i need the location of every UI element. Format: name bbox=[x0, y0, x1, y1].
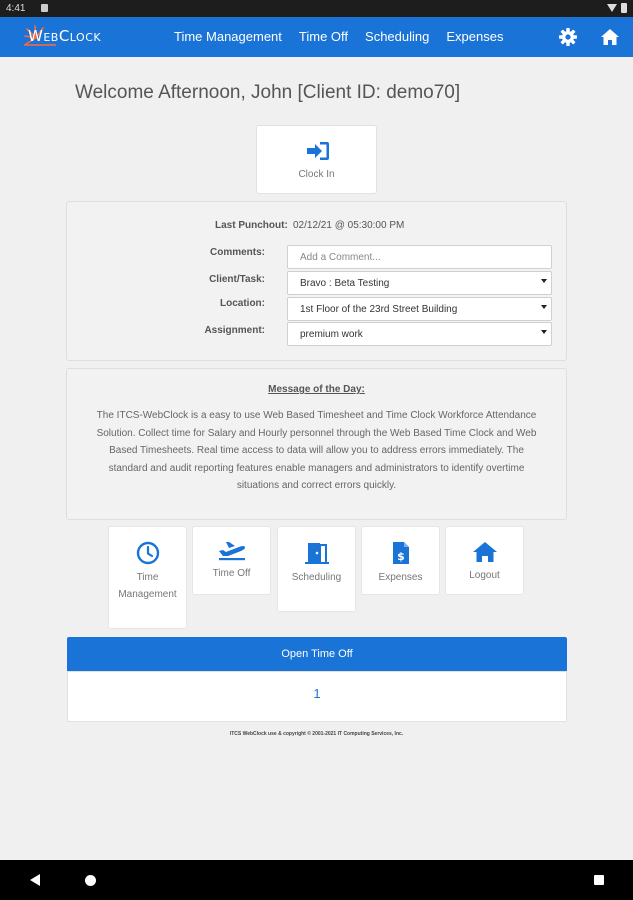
page-title: Welcome Afternoon, John [Client ID: demo70] bbox=[75, 82, 461, 103]
sign-in-icon bbox=[306, 141, 330, 161]
home-circle-icon[interactable] bbox=[85, 875, 96, 886]
tile-expenses[interactable] bbox=[361, 526, 440, 595]
chevron-down-icon bbox=[541, 279, 547, 283]
tile-time-management[interactable] bbox=[108, 526, 187, 629]
battery-icon bbox=[621, 3, 627, 13]
airplane-icon bbox=[217, 539, 247, 561]
wifi-icon bbox=[607, 4, 617, 12]
logo-text: WebClock bbox=[28, 27, 102, 45]
tile-time-off[interactable] bbox=[192, 526, 271, 595]
tile-label: Scheduling bbox=[291, 572, 342, 583]
assignment-value: premium work bbox=[300, 329, 363, 340]
last-punchout-value: 02/12/21 @ 05:30:00 PM bbox=[293, 220, 405, 231]
comments-label: Comments: bbox=[209, 247, 265, 258]
nav-expenses[interactable]: Expenses bbox=[446, 29, 504, 44]
svg-text:$: $ bbox=[396, 550, 405, 563]
gear-icon[interactable] bbox=[558, 27, 578, 47]
client-task-value: Bravo : Beta Testing bbox=[300, 278, 390, 289]
tile-logout[interactable] bbox=[445, 526, 524, 595]
comments-input[interactable]: Add a Comment... bbox=[287, 245, 552, 269]
tile-scheduling[interactable] bbox=[277, 526, 356, 612]
motd-body: The ITCS-WebClock is a easy to use Web Based Timesheet and Time Clock Workforce Attendance Solution. Collect time for Salary and Hourly personnel through the Web Based Time Clock and Web Based Timesheets. Real time access to data will allow you to address errors immediately. The standard and audit reporting features enable managers and administrators to identify overtime situations and correct errors quickly. bbox=[96, 410, 537, 491]
tile-label: Expenses bbox=[378, 572, 423, 583]
nav-time-management[interactable]: Time Management bbox=[174, 29, 282, 44]
punch-panel bbox=[66, 201, 567, 361]
nav-time-off[interactable]: Time Off bbox=[298, 29, 349, 44]
app-header bbox=[0, 17, 633, 57]
recent-apps-icon[interactable] bbox=[594, 875, 604, 885]
assignment-select[interactable] bbox=[287, 322, 552, 346]
tile-label: Logout bbox=[469, 570, 500, 581]
client-task-label: Client/Task: bbox=[209, 274, 265, 285]
tile-label: Time Management bbox=[118, 572, 177, 600]
chevron-down-icon bbox=[541, 330, 547, 334]
location-select[interactable] bbox=[287, 297, 552, 321]
lock-icon bbox=[41, 4, 48, 12]
last-punchout-label: Last Punchout: bbox=[215, 220, 288, 231]
status-indicators bbox=[607, 3, 627, 13]
location-value: 1st Floor of the 23rd Street Building bbox=[300, 304, 458, 315]
client-task-select[interactable] bbox=[287, 271, 552, 295]
clock-in-label: Clock In bbox=[298, 169, 335, 180]
expense-icon bbox=[391, 541, 411, 565]
clock-in-button[interactable] bbox=[256, 125, 377, 194]
motd-title: Message of the Day: bbox=[268, 384, 365, 395]
message-of-the-day bbox=[66, 368, 567, 520]
tile-label: Time Off bbox=[212, 568, 251, 579]
system-nav-bar bbox=[0, 860, 633, 900]
home-icon bbox=[472, 541, 498, 563]
location-label: Location: bbox=[220, 298, 265, 309]
door-icon bbox=[304, 541, 330, 565]
assignment-label: Assignment: bbox=[204, 325, 265, 336]
status-bar bbox=[0, 0, 633, 17]
nav-scheduling[interactable]: Scheduling bbox=[365, 29, 430, 44]
clock-icon bbox=[136, 541, 160, 565]
open-time-off-count[interactable]: 1 bbox=[67, 671, 567, 722]
main-nav bbox=[174, 17, 520, 57]
open-time-off-header[interactable]: Open Time Off bbox=[67, 637, 567, 671]
copyright-text: ITCS WebClock use & copyright © 2001-2021 IT Computing Services, Inc. bbox=[229, 731, 404, 737]
status-time: 4:41 bbox=[6, 3, 26, 14]
back-icon[interactable] bbox=[30, 874, 40, 886]
chevron-down-icon bbox=[541, 305, 547, 309]
home-icon[interactable] bbox=[600, 27, 620, 47]
